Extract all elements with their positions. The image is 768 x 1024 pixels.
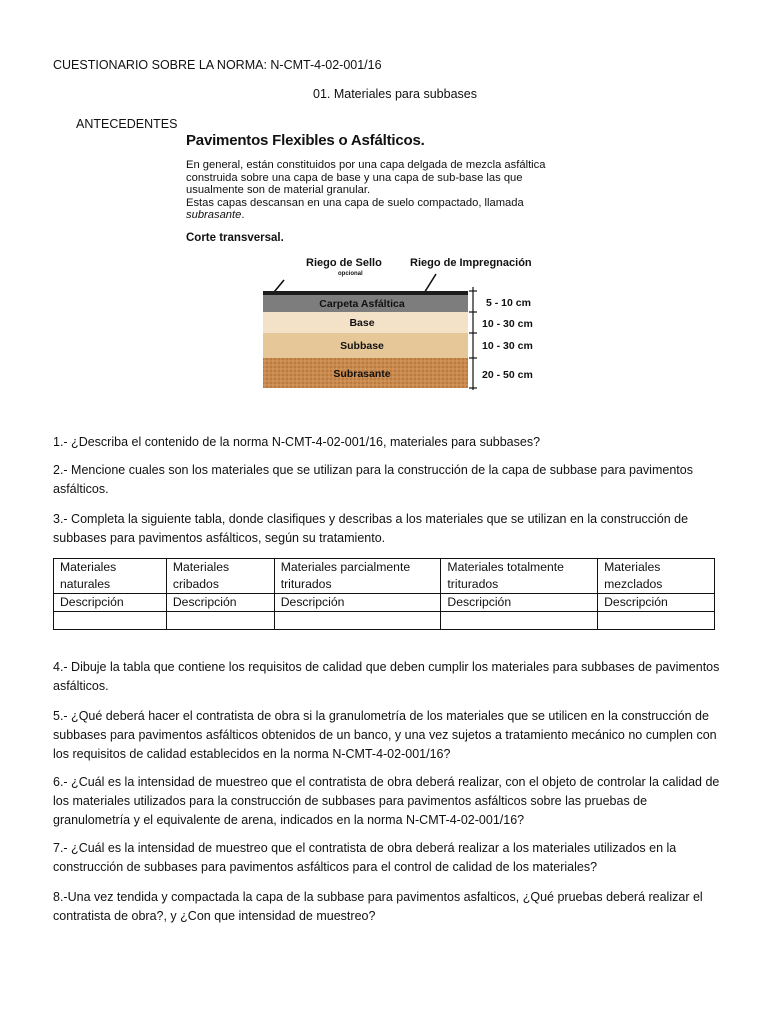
- table-cell-empty[interactable]: [166, 612, 274, 630]
- layer-name-4: Subrasante: [333, 368, 391, 380]
- document-title: CUESTIONARIO SOBRE LA NORMA: N-CMT-4-02-001/16: [53, 58, 382, 72]
- layer-thickness-4: 20 - 50 cm: [482, 369, 533, 381]
- layer-name-3: Subbase: [340, 340, 384, 352]
- pavement-figure: [186, 132, 546, 402]
- label-riego-impregnacion: Riego de Impregnación: [410, 257, 532, 269]
- table-header-cell: Materiales mezclados: [598, 559, 715, 594]
- layer-thickness-1: 5 - 10 cm: [486, 297, 531, 309]
- layer-riego-sello: [263, 291, 468, 295]
- table-cell: Descripción: [54, 594, 167, 612]
- layer-thickness-2: 10 - 30 cm: [482, 318, 533, 330]
- question-7: 7.- ¿Cuál es la intensidad de muestreo que el contratista de obra deberá realizar a los materiales utilizados en la construcción de subbases para pavimentos asfálticos para el control de calidad de los materiales?: [53, 841, 677, 874]
- table-cell-empty[interactable]: [274, 612, 441, 630]
- cross-section-diagram: [186, 250, 546, 400]
- layer-name-2: Base: [349, 317, 375, 329]
- table-cell: Descripción: [166, 594, 274, 612]
- table-header-cell: Materiales totalmente triturados: [441, 559, 598, 594]
- table-header-cell: Materiales cribados: [166, 559, 274, 594]
- figure-subrasante-italic: subrasante: [186, 209, 242, 222]
- question-5: 5.- ¿Qué deberá hacer el contratista de obra si la granulometría de los materiales que se utilicen en la construcción de subbases para pavimentos asfálticos obtenidos de un banco, y una vez sujetos a tratamiento mecánico no cumplen con los requisitos de calidad establecidos en la norma N-CMT-4-02-001/16?: [53, 709, 717, 761]
- figure-corte-label: Corte transversal.: [186, 231, 284, 244]
- question-2: 2.- Mencione cuales son los materiales que se utilizan para la construcción de la capa de subbase para pavimentos asfálticos.: [53, 463, 693, 496]
- figure-paragraph-2: [186, 197, 546, 222]
- table-cell-empty[interactable]: [598, 612, 715, 630]
- table-header-row: [54, 559, 715, 594]
- figure-paragraph-2c: .: [241, 209, 245, 222]
- question-8: 8.-Una vez tendida y compactada la capa de la subbase para pavimentos asfalticos, ¿Qué pruebas deberá realizar el contratista de obra?, y ¿Con que intensidad de muestreo?: [53, 890, 703, 923]
- table-row: [54, 594, 715, 612]
- figure-paragraph-1: En general, están constituidos por una capa delgada de mezcla asfáltica construida sobre una capa de base y una capa de sub-base las que usualmente son de material granular.: [186, 159, 546, 197]
- section-heading: ANTECEDENTES: [76, 117, 178, 131]
- table-cell-empty[interactable]: [441, 612, 598, 630]
- table-row-empty: [54, 612, 715, 630]
- table-cell: Descripción: [441, 594, 598, 612]
- table-cell-empty[interactable]: [54, 612, 167, 630]
- layer-thickness-3: 10 - 30 cm: [482, 340, 533, 352]
- table-cell: Descripción: [274, 594, 441, 612]
- document-subtitle: 01. Materiales para subbases: [313, 87, 477, 101]
- question-1: 1.- ¿Describa el contenido de la norma N-CMT-4-02-001/16, materiales para subbases?: [53, 435, 541, 449]
- question-3: 3.- Completa la siguiente tabla, donde clasifiques y describas a los materiales que se utilizan en la construcción de subbases para pavimentos asfálticos, según su tratamiento.: [53, 512, 689, 545]
- figure-paragraph-2a: Estas capas descansan en una capa de suelo compactado, llamada: [186, 196, 524, 209]
- table-cell: Descripción: [598, 594, 715, 612]
- label-riego-sello: Riego de Sello: [306, 257, 382, 269]
- label-opcional: opcional: [338, 271, 363, 277]
- table-header-cell: Materiales naturales: [54, 559, 167, 594]
- question-6: 6.- ¿Cuál es la intensidad de muestreo que el contratista de obra deberá realizar, con el objeto de controlar la calidad de los materiales utilizados para la construcción de subbases para pavimentos asfálticos sobre las pruebas de granulometría y el equivalente de arena, indicados en la norma N-CMT-4-02-001/16?: [53, 775, 720, 827]
- materials-table: [53, 558, 715, 630]
- figure-title: Pavimentos Flexibles o Asfálticos.: [186, 132, 425, 149]
- question-4: 4.- Dibuje la tabla que contiene los requisitos de calidad que deben cumplir los materiales para subbases de pavimentos asfálticos.: [53, 660, 720, 693]
- layer-name-1: Carpeta Asfáltica: [319, 298, 405, 310]
- table-header-cell: Materiales parcialmente triturados: [274, 559, 441, 594]
